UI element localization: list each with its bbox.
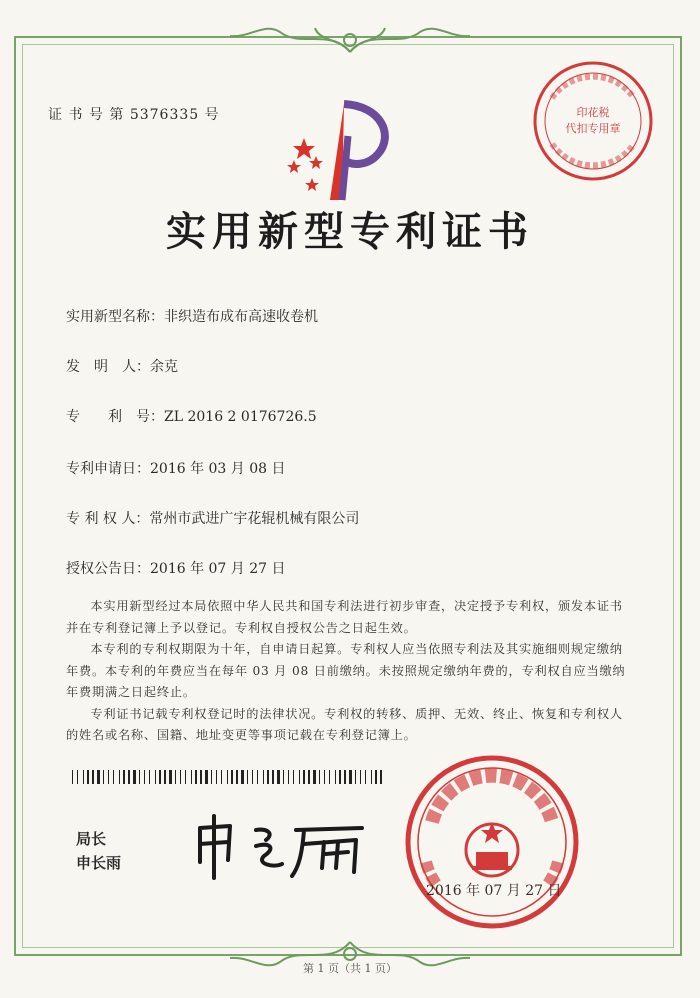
field-label: 专利申请日：: [66, 461, 150, 477]
barcode-bar: [144, 770, 145, 784]
page-number: 第 1 页（共 1 页）: [303, 962, 397, 975]
barcode-bar: [272, 770, 274, 784]
top-ornament: [220, 18, 480, 58]
barcode-bar: [133, 770, 136, 784]
barcode-bar: [164, 770, 166, 784]
field-value: 非织造布成布高速收卷机: [164, 309, 318, 325]
barcode-bar: [371, 770, 372, 784]
director-signature: [186, 806, 376, 886]
barcode-bar: [335, 770, 336, 784]
field-label: 专 利 号：: [66, 409, 164, 425]
barcode-bar: [200, 770, 202, 784]
field-label: 实用新型名称：: [66, 309, 164, 325]
barcode-bar: [360, 770, 361, 784]
field-value: 2016 年 07 月 27 日: [150, 561, 286, 577]
barcode-bar: [221, 770, 222, 784]
barcode-bar: [128, 770, 130, 784]
field-application-date: [66, 458, 286, 478]
stamp-official-seal: [402, 752, 582, 932]
field-value: ZL 2016 2 0176726.5: [164, 409, 317, 425]
barcode-bar: [303, 770, 305, 784]
barcode-bar: [339, 770, 341, 784]
barcode-bar: [227, 770, 228, 784]
field-label: 发 明 人：: [66, 359, 150, 375]
barcode-bar: [375, 770, 377, 784]
field-label: 授权公告日：: [66, 561, 150, 577]
field-inventor: [66, 356, 178, 376]
barcode-bar: [236, 770, 238, 784]
barcode-bar: [293, 770, 294, 784]
field-value: 常州市武进广宇花辊机械有限公司: [149, 511, 360, 527]
seal-small-line2: 代扣专用章: [565, 122, 621, 135]
certificate-number-value: 5376335 号: [129, 107, 220, 123]
body-paragraph: 本实用新型经过本局依照中华人民共和国专利法进行初步审查，决定授予专利权，颁发本证书并在专利登记簿上予以登记。专利权自授权公告之日起生效。: [66, 599, 623, 635]
barcode-bar: [180, 770, 181, 784]
barcode-bar: [108, 770, 109, 784]
barcode-bar: [92, 770, 94, 784]
barcode-bar: [169, 770, 172, 784]
field-patentee: [66, 508, 359, 528]
barcode-bar: [247, 770, 248, 784]
barcode-bar: [380, 770, 382, 784]
barcode-bar: [159, 770, 161, 784]
barcode-bar: [299, 770, 300, 784]
certificate-number: [48, 104, 220, 124]
barcode-bar: [191, 770, 192, 784]
field-label: 专 利 权 人：: [66, 511, 150, 527]
barcode-bar: [308, 770, 310, 784]
barcode-bar: [241, 770, 244, 784]
stamp-tax-seal: [530, 58, 656, 184]
field-patent-number: [66, 406, 317, 426]
field-utility-model-name: [66, 306, 318, 326]
barcode-bar: [149, 770, 150, 784]
barcode-bar: [155, 770, 156, 784]
director-title: 局长: [76, 830, 107, 848]
seal-date: 2016 年 07 月 27 日: [426, 883, 562, 899]
barcode-bar: [72, 770, 73, 784]
barcode-bar: [355, 770, 356, 784]
barcode-bar: [252, 770, 253, 784]
barcode-bar: [113, 770, 114, 784]
barcode-bar: [139, 770, 140, 784]
certificate-number-label: 证 书 号 第: [48, 107, 125, 123]
body-paragraph: 专利证书记载专利权登记时的法律状况。专利权的转移、质押、无效、终止、恢复和专利权人的姓名或名称、国籍、地址变更等事项记载在专利登记簿上。: [66, 706, 623, 742]
barcode-bar: [257, 770, 258, 784]
field-value: 2016 年 03 月 08 日: [150, 461, 286, 477]
barcode-bar: [329, 770, 330, 784]
barcode-bar: [283, 770, 284, 784]
barcode-bar: [216, 770, 217, 784]
barcode-bar: [324, 770, 325, 784]
director-name: 申长雨: [76, 854, 122, 872]
seal-small-line1: 印花税: [576, 106, 610, 119]
barcode-bar: [103, 770, 104, 784]
barcode-bar: [344, 770, 346, 784]
barcode-bar: [365, 770, 366, 784]
barcode-bar: [123, 770, 125, 784]
barcode: [72, 770, 386, 784]
field-value: 余克: [150, 359, 178, 375]
barcode-bar: [267, 770, 269, 784]
body-paragraph: 本专利的专利权期限为十年，自申请日起算。专利权人应当依照专利法及其实施细则规定缴纳年费。本专利的年费应当在每年 03 月 08 日前缴纳。未按照规定缴纳年费的，专利权自应当缴纳年费期满之日起终止。: [66, 642, 626, 699]
field-grant-date: [66, 558, 286, 578]
barcode-bar: [205, 770, 208, 784]
barcode-bar: [211, 770, 212, 784]
barcode-bar: [263, 770, 264, 784]
barcode-bar: [83, 770, 84, 784]
barcode-bar: [349, 770, 352, 784]
barcode-bar: [195, 770, 197, 784]
barcode-bar: [87, 770, 89, 784]
barcode-bar: [319, 770, 320, 784]
barcode-bar: [277, 770, 280, 784]
barcode-bar: [288, 770, 289, 784]
barcode-bar: [77, 770, 78, 784]
barcode-bar: [231, 770, 233, 784]
sipo-emblem-icon: [282, 96, 402, 206]
barcode-bar: [185, 770, 186, 784]
barcode-bar: [97, 770, 100, 784]
certificate-title: 实用新型专利证书: [166, 208, 534, 255]
barcode-bar: [119, 770, 120, 784]
certificate-body: [66, 596, 634, 747]
barcode-bar: [175, 770, 176, 784]
barcode-bar: [313, 770, 316, 784]
